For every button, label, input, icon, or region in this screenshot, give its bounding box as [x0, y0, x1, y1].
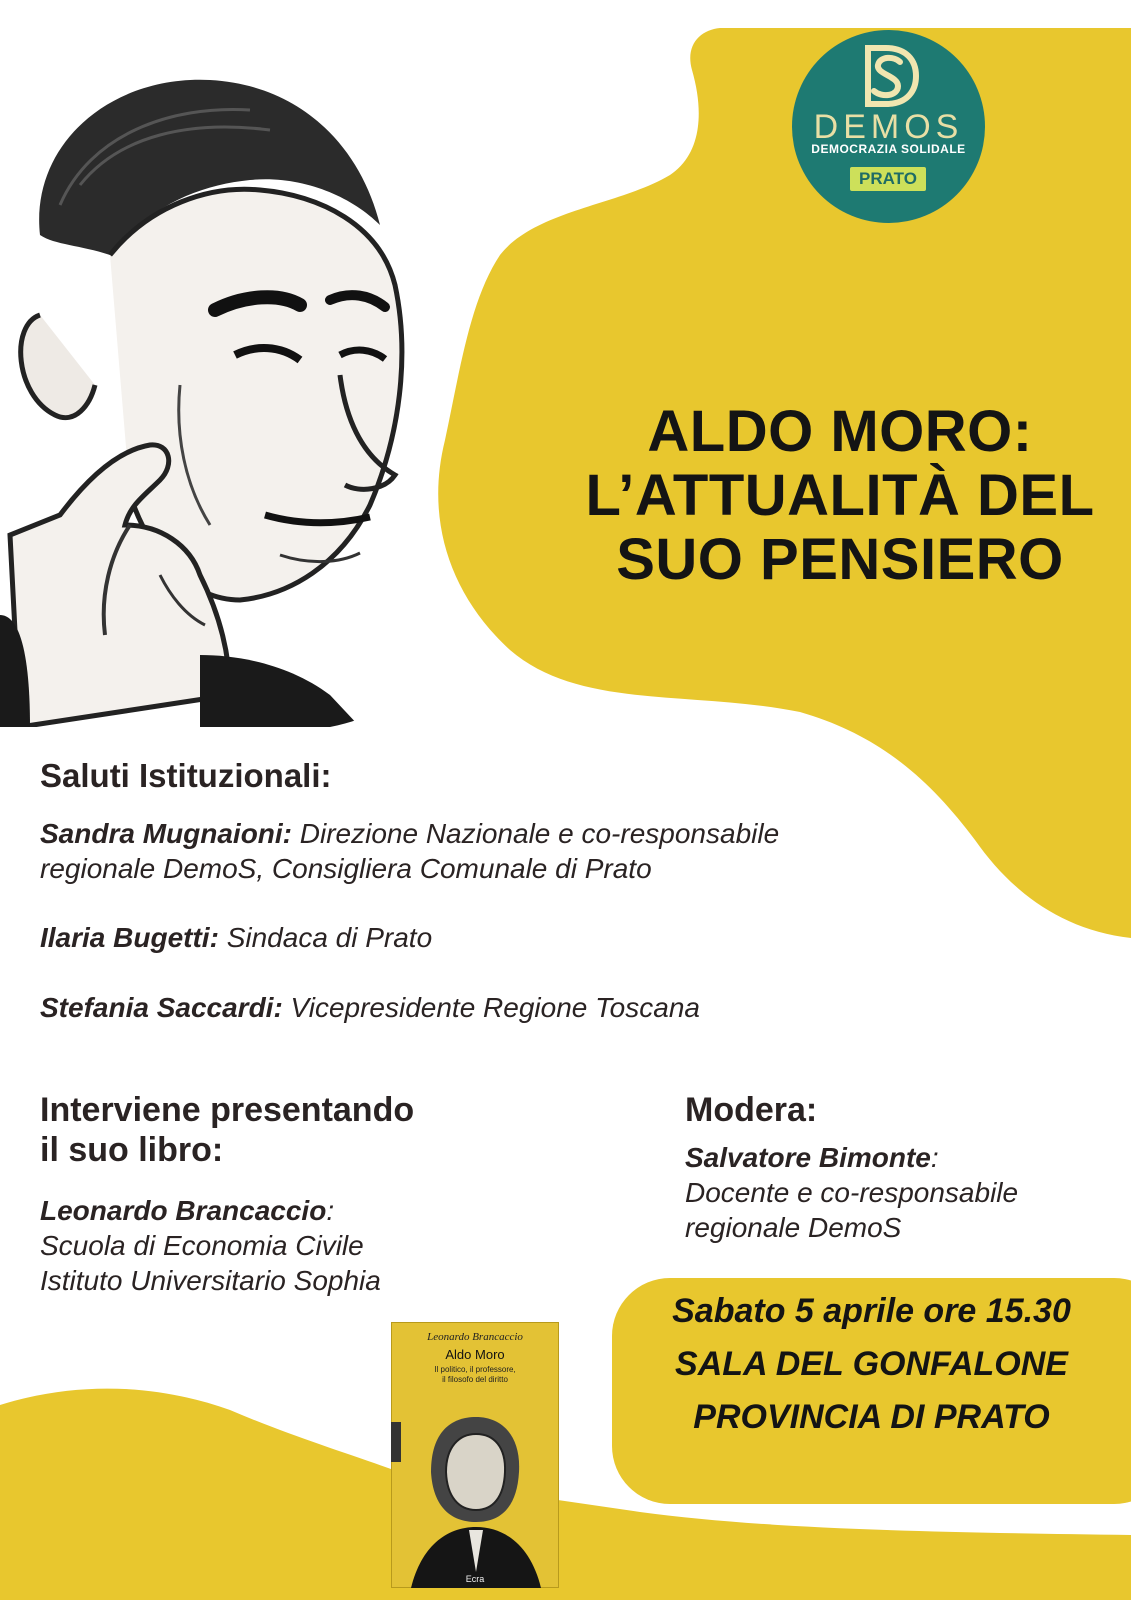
- title-line: L’ATTUALITÀ DEL: [585, 463, 1095, 528]
- book-title: Aldo Moro: [445, 1347, 505, 1362]
- greeting-item: [40, 990, 940, 1025]
- event-date: Sabato 5 aprile ore 15.30: [672, 1292, 1071, 1330]
- book-cover: [391, 1322, 559, 1588]
- book-publisher: Ecra: [465, 1574, 485, 1584]
- book-subtitle: il filosofo del diritto: [442, 1375, 508, 1384]
- speaker-details: [40, 1193, 560, 1298]
- logo-name: DEMOS: [813, 108, 964, 146]
- person-role: Direzione Nazionale e co-responsabile: [292, 818, 780, 849]
- person-name: Sandra Mugnaioni:: [40, 818, 292, 849]
- speaker-affiliation: Istituto Universitario Sophia: [40, 1265, 381, 1296]
- speaker-heading: [40, 1090, 414, 1170]
- demos-logo: [792, 30, 985, 223]
- person-role: Vicepresidente Regione Toscana: [282, 992, 700, 1023]
- greetings-heading: Saluti Istituzionali:: [40, 757, 332, 794]
- moderator-details: [685, 1140, 1125, 1245]
- logo-subtitle: DEMOCRAZIA SOLIDALE: [811, 142, 966, 156]
- event-venue: SALA DEL GONFALONE: [675, 1345, 1068, 1383]
- title-line: ALDO MORO:: [647, 399, 1033, 464]
- moderator-heading: Modera:: [685, 1091, 818, 1129]
- speaker-heading-line: il suo libro:: [40, 1131, 224, 1169]
- moderator-role: Docente e co-responsabile: [685, 1177, 1019, 1208]
- event-title: [530, 400, 1131, 592]
- moderator-name-colon: :: [930, 1142, 939, 1173]
- speaker-affiliation: Scuola di Economia Civile: [40, 1230, 364, 1261]
- book-author: Leonardo Brancaccio: [427, 1331, 523, 1343]
- moderator-name: Salvatore Bimonte: [685, 1142, 931, 1173]
- greeting-item: [40, 816, 1020, 886]
- person-role: Sindaca di Prato: [218, 922, 433, 953]
- speaker-heading-line: Interviene presentando: [40, 1091, 415, 1129]
- greeting-item: [40, 920, 940, 955]
- logo-city-badge: PRATO: [850, 167, 926, 191]
- book-subtitle: Il politico, il professore,: [434, 1365, 516, 1374]
- speaker-name-colon: :: [326, 1195, 335, 1226]
- event-location: PROVINCIA DI PRATO: [693, 1398, 1050, 1436]
- person-name: Ilaria Bugetti:: [40, 922, 219, 953]
- moderator-role: regionale DemoS: [685, 1212, 902, 1243]
- person-name: Stefania Saccardi:: [40, 992, 283, 1023]
- speaker-name: Leonardo Brancaccio: [40, 1195, 327, 1226]
- aldo-moro-portrait: [0, 55, 440, 727]
- title-line: SUO PENSIERO: [616, 527, 1064, 592]
- demos-s-mark-icon: [858, 42, 920, 114]
- event-details: [612, 1285, 1131, 1444]
- person-role: regionale DemoS, Consigliera Comunale di Prato: [40, 853, 652, 884]
